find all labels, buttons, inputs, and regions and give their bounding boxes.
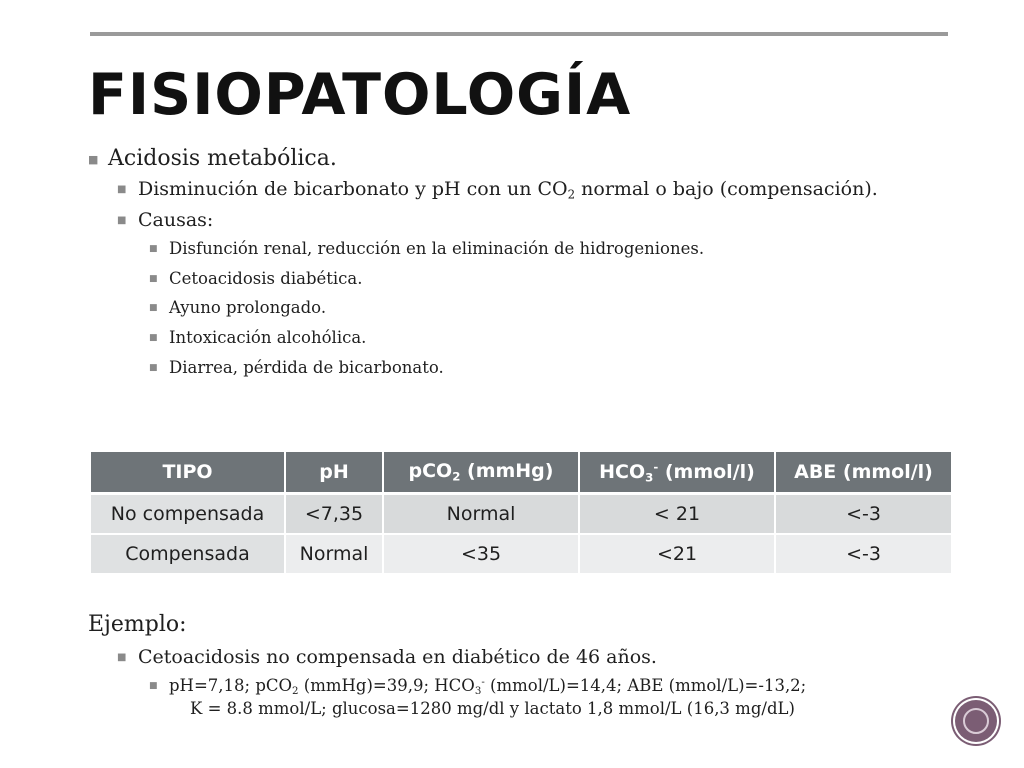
table-cell: Normal	[285, 534, 383, 574]
example-values	[88, 676, 968, 698]
top-rule	[90, 32, 948, 36]
example-case	[88, 646, 968, 669]
bullet-disminucion	[88, 178, 968, 202]
subscript: 2	[292, 686, 299, 698]
table-cell: Compensada	[91, 534, 285, 574]
bullet-text: Acidosis metabólica.	[108, 146, 337, 171]
example-values-line2: K = 8.8 mmol/L; glucosa=1280 mg/dl y lactato 1,8 mmol/L (16,3 mg/dL)	[190, 698, 795, 718]
bullet-cause	[88, 358, 968, 378]
square-bullet-icon: ■	[117, 184, 127, 196]
square-bullet-icon: ■	[149, 273, 158, 284]
square-bullet-icon: ■	[149, 303, 158, 314]
header-text: (mmHg)	[460, 460, 554, 483]
bullet-text: Diarrea, pérdida de bicarbonato.	[169, 358, 444, 378]
bullet-text: Ayuno prolongado.	[169, 298, 327, 318]
header-pco2	[383, 452, 579, 494]
bullet-acidosis	[88, 146, 968, 172]
header-tipo: TIPO	[91, 452, 285, 494]
square-bullet-icon: ■	[117, 215, 127, 227]
bullet-text: Cetoacidosis diabética.	[169, 268, 363, 288]
badge-ring	[963, 708, 989, 734]
table-cell: No compensada	[91, 494, 285, 535]
subscript: 2	[452, 469, 461, 484]
values-text: (mmHg)=39,9; HCO	[298, 676, 475, 696]
table-row	[91, 494, 951, 535]
bullet-text: Causas:	[138, 209, 214, 232]
header-text: (mmol/l)	[658, 460, 755, 483]
table-cell: <21	[579, 534, 775, 574]
table-cell: <-3	[775, 534, 951, 574]
header-hco3	[579, 452, 775, 494]
bullet-cause	[88, 269, 968, 289]
subscript: 3	[474, 686, 482, 698]
values-text: (mmol/L)=14,4; ABE (mmol/L)=-13,2;	[484, 676, 807, 696]
example-heading: Ejemplo:	[88, 612, 187, 637]
square-bullet-icon: ■	[88, 153, 99, 166]
bullet-list	[88, 146, 968, 388]
square-bullet-icon: ■	[149, 363, 158, 374]
bullet-text: Cetoacidosis no compensada en diabético de 46 años.	[138, 646, 657, 669]
subscript: 3	[645, 470, 654, 485]
square-bullet-icon: ■	[149, 681, 158, 692]
bullet-text: Disfunción renal, reducción en la eliminación de hidrogeniones.	[169, 238, 705, 258]
header-text: pCO	[408, 460, 453, 483]
header-ph: pH	[285, 452, 383, 494]
values-text: pH=7,18; pCO	[169, 676, 293, 696]
table-cell: <35	[383, 534, 579, 574]
square-bullet-icon: ■	[149, 333, 158, 344]
example-section	[88, 612, 968, 718]
table-header-row	[91, 452, 951, 494]
bullet-cause	[88, 328, 968, 348]
comparison-table	[91, 452, 951, 575]
square-bullet-icon: ■	[117, 652, 127, 664]
table-cell: <-3	[775, 494, 951, 535]
table-cell: Normal	[383, 494, 579, 535]
square-bullet-icon: ■	[149, 243, 158, 254]
bullet-text-part: Disminución de bicarbonato y pH con un CO	[138, 178, 568, 201]
superscript: -	[481, 677, 485, 689]
slide-badge-icon	[955, 700, 997, 742]
header-text: HCO	[599, 460, 646, 483]
bullet-text: Intoxicación alcohólica.	[169, 328, 367, 348]
table-cell: <7,35	[285, 494, 383, 535]
bullet-text-part: normal o bajo (compensación).	[575, 178, 878, 201]
bullet-cause	[88, 239, 968, 259]
table-row	[91, 534, 951, 574]
subscript: 2	[567, 187, 576, 202]
superscript: -	[653, 459, 659, 474]
page-title: FISIOPATOLOGÍA	[88, 62, 632, 128]
bullet-cause	[88, 298, 968, 318]
header-abe: ABE (mmol/l)	[775, 452, 951, 494]
bullet-causas	[88, 209, 968, 232]
table-cell: < 21	[579, 494, 775, 535]
